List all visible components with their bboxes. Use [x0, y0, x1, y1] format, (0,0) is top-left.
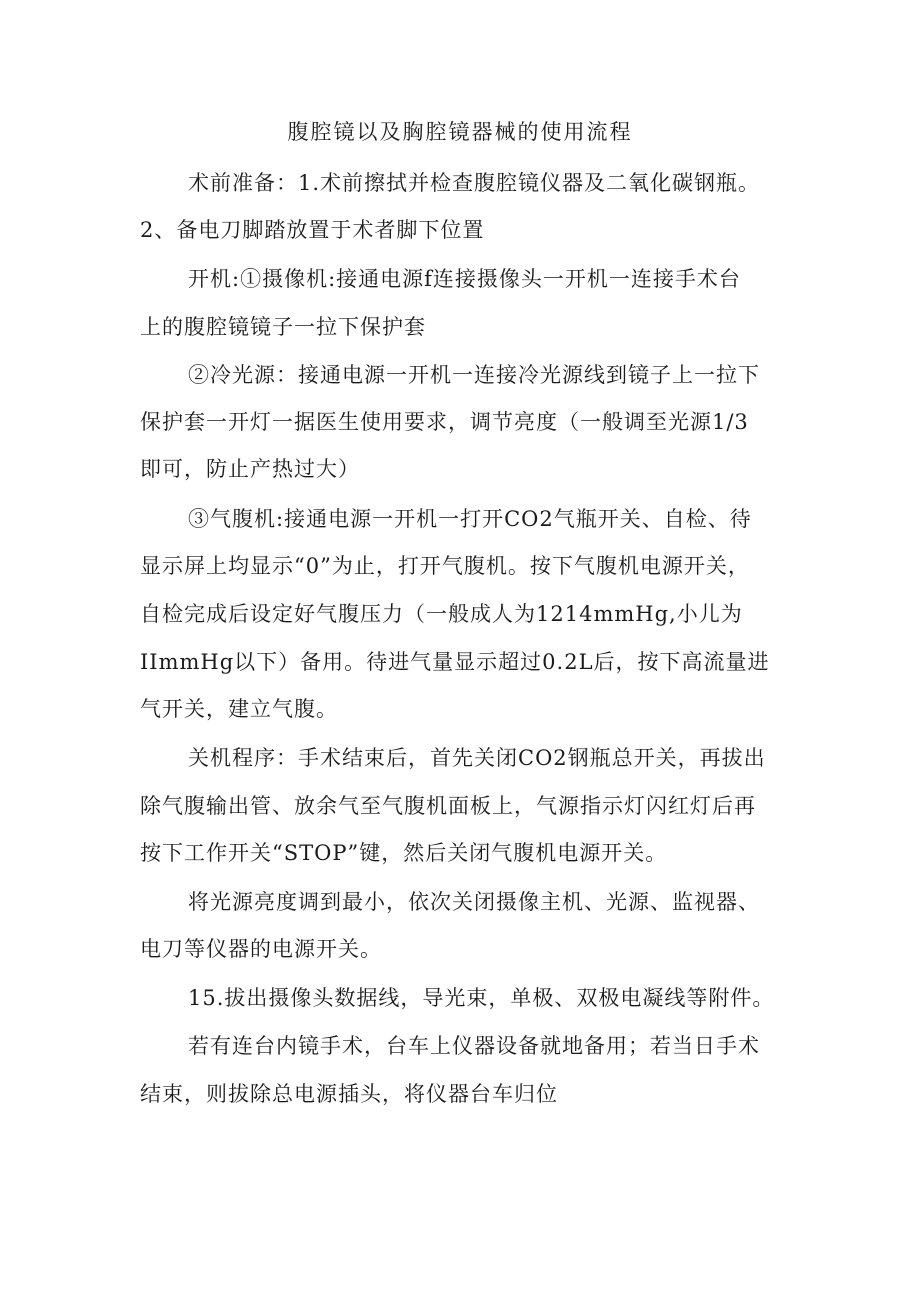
- paragraph-line: 上的腹腔镜镜子一拉下保护套: [140, 315, 426, 339]
- paragraph-line: 结束，则拔除总电源插头，将仪器台车归位: [140, 1082, 558, 1106]
- paragraph-line: 若有连台内镜手术，台车上仪器设备就地备用；若当日手术: [188, 1034, 760, 1058]
- paragraph-line: 2、备电刀脚踏放置于术者脚下位置: [140, 218, 485, 242]
- paragraph-line: 除气腹输出管、放余气至气腹机面板上，气源指示灯闪红灯后再: [140, 794, 756, 818]
- paragraph-line: ②冷光源：接通电源一开机一连接冷光源线到镜子上一拉下: [188, 363, 760, 387]
- paragraph-line: 即可，防止产热过大）: [140, 457, 360, 481]
- paragraph-line: 自检完成后设定好气腹压力（一般成人为1214mmHg,小儿为: [140, 602, 743, 626]
- paragraph-line: 显示屏上均显示“0”为止，打开气腹机。按下气腹机电源开关，: [140, 554, 750, 578]
- paragraph-line: 保护套一开灯一据医生使用要求，调节亮度（一般调至光源1/3: [140, 410, 749, 434]
- paragraph-line: 关机程序：手术结束后，首先关闭CO2钢瓶总开关，再拔出: [188, 746, 766, 770]
- paragraph-line: 术前准备：1.术前擦拭并检查腹腔镜仪器及二氧化碳钢瓶。: [188, 171, 761, 195]
- document-title: 腹腔镜以及胸腔镜器械的使用流程: [287, 120, 633, 144]
- paragraph-line: 开机:①摄像机:接通电源f连接摄像头一开机一连接手术台: [188, 267, 741, 291]
- paragraph-line: 15.拔出摄像头数据线，导光束，单极、双极电凝线等附件。: [188, 986, 775, 1010]
- paragraph-line: 将光源亮度调到最小，依次关闭摄像主机、光源、监视器、: [188, 890, 760, 914]
- paragraph-line: 电刀等仪器的电源开关。: [140, 937, 382, 961]
- paragraph-line: IImmHg以下）备用。待进气量显示超过0.2L后，按下高流量进: [140, 650, 770, 674]
- paragraph-line: ③气腹机:接通电源一开机一打开CO2气瓶开关、自检、待: [188, 507, 752, 531]
- paragraph-line: 气开关，建立气腹。: [140, 697, 338, 721]
- paragraph-line: 按下工作开关“STOP”键，然后关闭气腹机电源开关。: [140, 841, 668, 865]
